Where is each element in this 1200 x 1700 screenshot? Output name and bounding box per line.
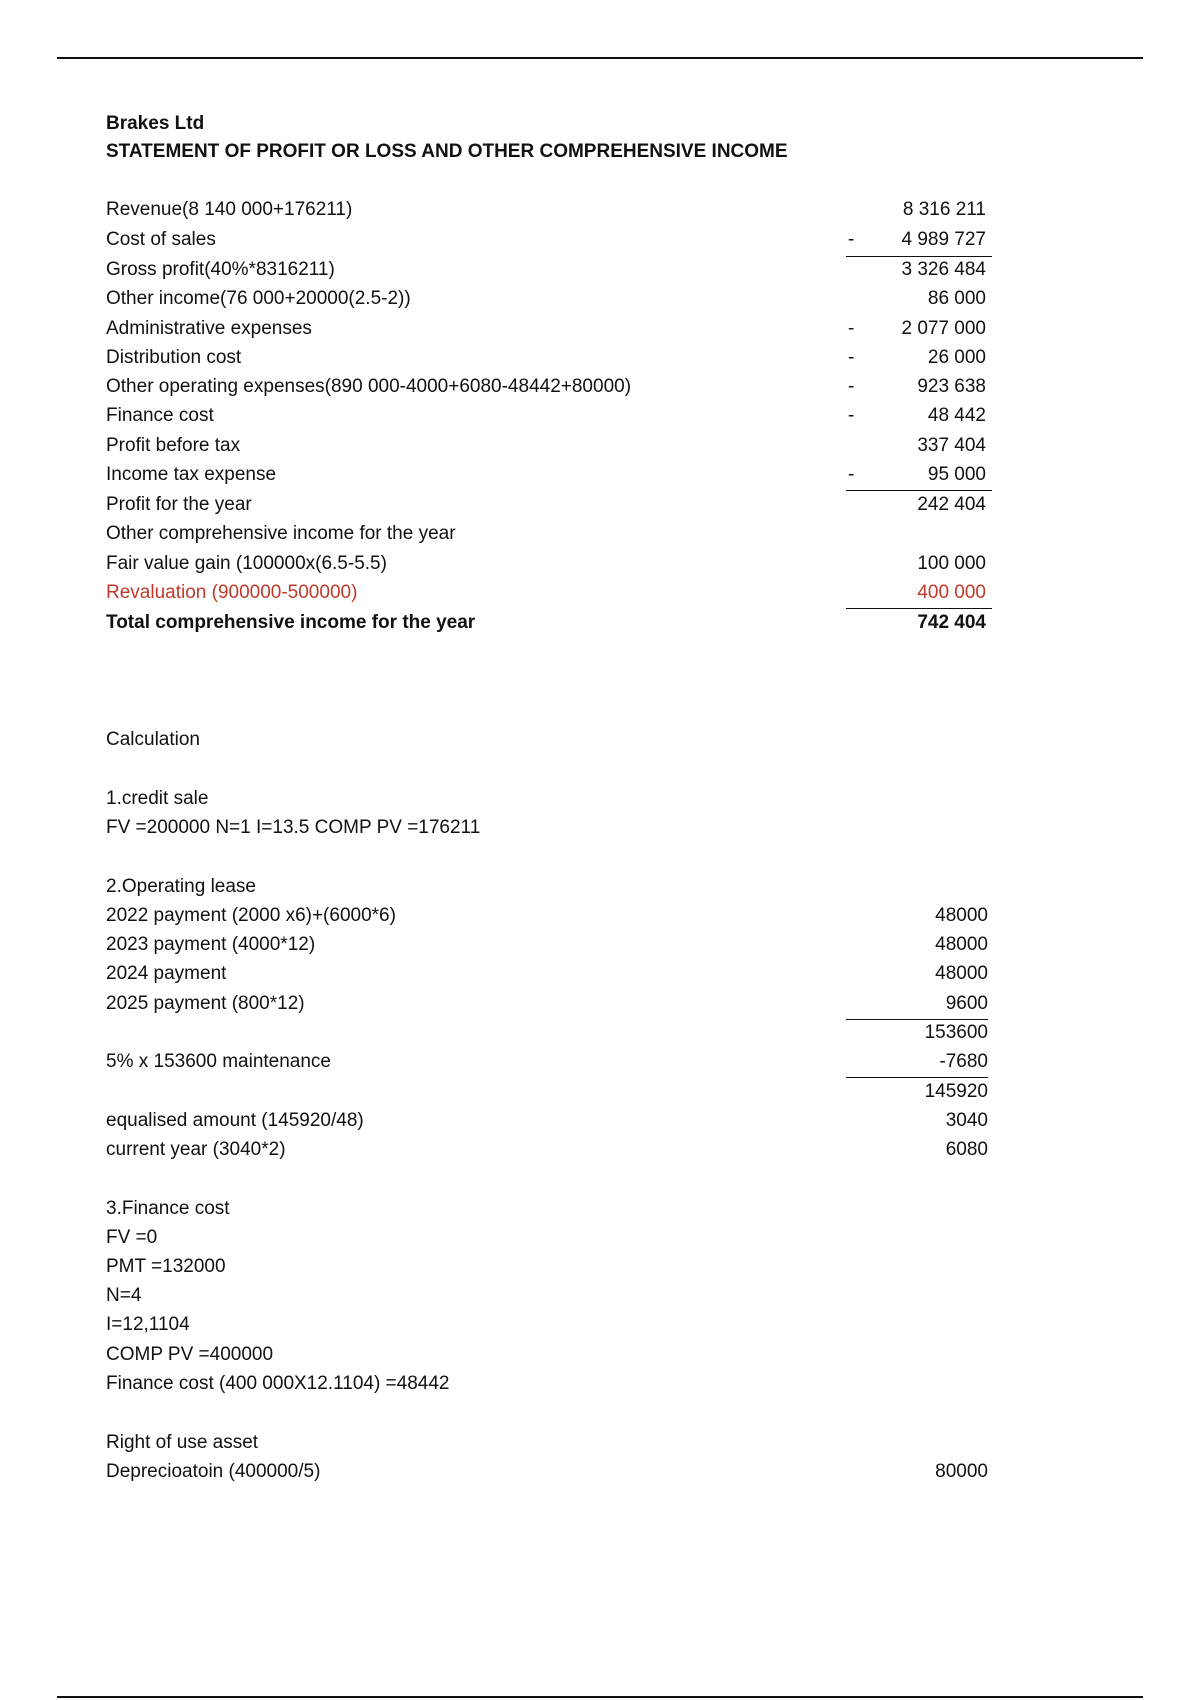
sopl-row-other-income [106,287,986,315]
row-amount: 400 000 [917,582,986,603]
statement-title: STATEMENT OF PROFIT OR LOSS AND OTHER COMPREHENSIVE INCOME [106,141,788,162]
row-label: 2022 payment (2000 x6)+(6000*6) [106,905,396,926]
sopl-row-fair-value-gain [106,552,986,580]
sopl-row-cost-of-sales [106,228,986,256]
row-label: Profit for the year [106,494,252,515]
sopl-row-profit-for-year [106,493,986,521]
underline [846,608,992,609]
row-amount: 80000 [935,1461,988,1482]
sopl-row-revenue [106,198,986,226]
sopl-row-oci-heading [106,522,986,550]
finance-cost-line: FV =0 [106,1227,158,1248]
sopl-row-other-operating-expenses [106,375,986,403]
row-amount: 48 442 [927,405,986,426]
lease-row-2024 [106,962,988,990]
row-label: 2024 payment [106,963,227,984]
finance-cost-line: PMT =132000 [106,1256,226,1277]
row-amount: 923 638 [917,376,986,397]
sopl-row-income-tax [106,463,986,491]
row-amount: 3040 [945,1110,988,1131]
row-amount: 6080 [945,1139,988,1160]
row-label: Fair value gain (100000x(6.5-5.5) [106,553,387,574]
row-label: 2025 payment (800*12) [106,993,305,1014]
row-label: 5% x 153600 maintenance [106,1051,331,1072]
row-label: Other operating expenses(890 000-4000+6080-48442+80000) [106,376,632,397]
row-sign: - [848,376,855,397]
top-rule [57,57,1143,59]
underline [846,490,992,491]
finance-cost-line: I=12,1104 [106,1314,190,1335]
bottom-rule [57,1696,1143,1698]
row-label: current year (3040*2) [106,1139,286,1160]
row-amount: 100 000 [917,553,986,574]
row-amount: 26 000 [927,347,986,368]
lease-net [106,1080,988,1108]
row-sign: - [848,405,855,426]
row-amount: 4 989 727 [901,229,986,250]
row-label: Gross profit(40%*8316211) [106,259,335,280]
row-amount: 95 000 [927,464,986,485]
lease-row-2023 [106,933,988,961]
lease-maintenance [106,1050,988,1078]
row-label: Deprecioatoin (400000/5) [106,1461,321,1482]
sopl-row-profit-before-tax [106,434,986,462]
row-sign: - [848,229,855,250]
lease-row-2025 [106,992,988,1020]
underline [846,1019,988,1020]
row-amount: 337 404 [917,435,986,456]
calculation-heading: Calculation [106,729,200,750]
row-label: Other comprehensive income for the year [106,523,456,544]
finance-cost-title: 3.Finance cost [106,1198,230,1219]
row-amount: 9600 [945,993,988,1014]
row-label: equalised amount (145920/48) [106,1110,364,1131]
row-amount: 8 316 211 [902,199,986,220]
finance-cost-line: Finance cost (400 000X12.1104) =48442 [106,1373,450,1394]
row-amount: 2 077 000 [901,318,986,339]
underline [846,1077,988,1078]
row-label: Cost of sales [106,229,216,250]
net-amount: 145920 [924,1081,988,1102]
sopl-row-revaluation [106,581,986,609]
row-label: Profit before tax [106,435,241,456]
lease-current-year [106,1138,988,1166]
row-label: Distribution cost [106,347,242,368]
lease-subtotal [106,1021,988,1049]
row-label: Revaluation (900000-500000) [106,582,358,603]
finance-cost-line: N=4 [106,1285,142,1306]
row-sign: - [848,464,855,485]
row-sign: - [848,318,855,339]
credit-sale-line: FV =200000 N=1 I=13.5 COMP PV =176211 [106,817,481,838]
sopl-row-distribution-cost [106,346,986,374]
company-name: Brakes Ltd [106,113,205,134]
lease-row-2022 [106,904,988,932]
row-amount: 86 000 [927,288,986,309]
rou-title: Right of use asset [106,1432,259,1453]
row-label: Income tax expense [106,464,277,485]
row-sign: - [848,347,855,368]
row-amount: 48000 [935,963,988,984]
rou-depreciation [106,1460,988,1488]
row-label: Total comprehensive income for the year [106,612,476,633]
lease-equalised [106,1109,988,1137]
row-amount: 48000 [935,905,988,926]
sopl-row-admin-expenses [106,317,986,345]
sopl-row-finance-cost [106,404,986,432]
finance-cost-line: COMP PV =400000 [106,1344,274,1365]
row-amount: 48000 [935,934,988,955]
row-amount: 242 404 [917,494,986,515]
row-label: Finance cost [106,405,214,426]
row-label: 2023 payment (4000*12) [106,934,316,955]
row-label: Other income(76 000+20000(2.5-2)) [106,288,411,309]
row-label: Administrative expenses [106,318,312,339]
subtotal-amount: 153600 [924,1022,988,1043]
underline [846,256,992,257]
row-amount: 742 404 [917,612,986,633]
row-amount: 3 326 484 [901,259,986,280]
operating-lease-title: 2.Operating lease [106,876,256,897]
row-label: Revenue(8 140 000+176211) [106,199,353,220]
credit-sale-title: 1.credit sale [106,788,209,809]
row-amount: -7680 [939,1051,988,1072]
sopl-row-total-comprehensive-income [106,611,986,639]
sopl-row-gross-profit [106,258,986,286]
